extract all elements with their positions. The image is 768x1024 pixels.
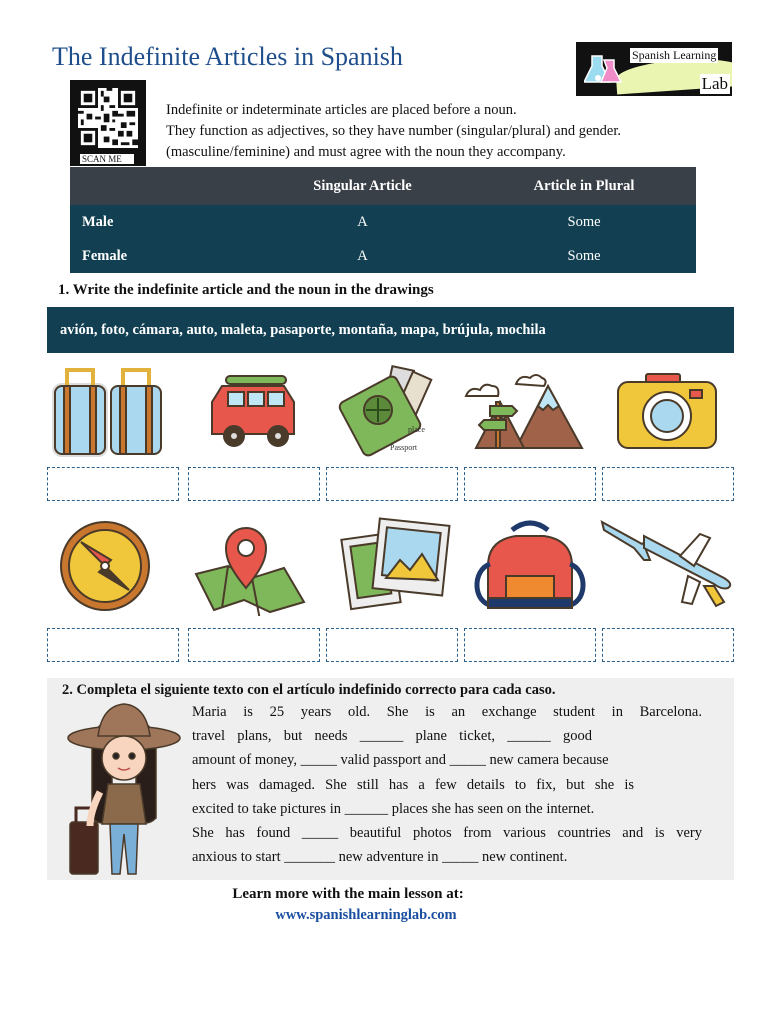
mountains-icon	[462, 362, 598, 462]
page-title: The Indefinite Articles in Spanish	[52, 42, 403, 71]
table-header-row	[70, 167, 696, 205]
intro-text	[166, 100, 694, 163]
story-line: Maria is 25 years old. She is an exchange student in Barcelona.	[192, 704, 702, 720]
story-line: excited to take pictures in ______ places she has seen on the internet.	[192, 800, 595, 817]
exercise1-title: 1. Write the indefinite article and the noun in the drawings	[58, 282, 434, 298]
row-label-male: Male	[70, 205, 253, 239]
footer-text: Learn more with the main lesson at:	[232, 886, 464, 902]
airplanes-icon	[600, 516, 736, 616]
table-header-singular: Singular Article	[253, 167, 472, 205]
cell-plural: Some	[472, 205, 696, 239]
cell-singular: A	[253, 239, 472, 273]
story-line: anxious to start _______ new adventure in _____ new continent.	[192, 849, 568, 866]
intro-line: (masculine/feminine) and must agree with the noun they accompany.	[166, 144, 566, 160]
story-line: amount of money, _____ valid passport and _____ new camera because	[192, 752, 609, 769]
answer-box-7[interactable]	[188, 628, 320, 662]
logo-text-line2: Lab	[701, 74, 728, 93]
camera-icon	[600, 362, 736, 462]
answer-box-1[interactable]	[47, 467, 179, 501]
exercise2-title: 2. Completa el siguiente texto con el artículo indefinido correcto para cada caso.	[62, 682, 556, 698]
car-icon	[188, 362, 324, 462]
compass-icon	[47, 516, 183, 616]
intro-line: Indefinite or indeterminate articles are placed before a noun.	[166, 102, 517, 118]
footer-link[interactable]: www.spanishlearninglab.com	[275, 907, 457, 923]
answer-box-6[interactable]	[47, 628, 179, 662]
cell-singular: A	[253, 205, 472, 239]
map-icon	[188, 516, 324, 616]
passport-place-text: place	[408, 425, 425, 434]
photos-icon	[326, 516, 462, 616]
intro-line: They function as adjectives, so they have number (singular/plural) and gender.	[166, 123, 621, 139]
table-header-plural: Article in Plural	[472, 167, 696, 205]
qr-code-icon	[78, 88, 138, 148]
answer-box-5[interactable]	[602, 467, 734, 501]
table-row	[70, 205, 696, 239]
qr-scan-label: SCAN ME	[80, 154, 134, 164]
flask-icon	[584, 50, 624, 90]
word-bank: avión, foto, cámara, auto, maleta, pasaporte, montaña, mapa, brújula, mochila	[47, 307, 734, 353]
spanish-learning-lab-logo	[576, 42, 732, 96]
table-row	[70, 239, 696, 273]
answer-box-3[interactable]	[326, 467, 458, 501]
qr-code[interactable]	[70, 80, 146, 166]
suitcases-icon	[47, 362, 183, 462]
story-line: travel plans, but needs ______ plane ticket, ______ good	[192, 728, 592, 745]
cell-plural: Some	[472, 239, 696, 273]
indefinite-articles-table	[70, 167, 696, 273]
answer-box-8[interactable]	[326, 628, 458, 662]
logo-text-line1: Spanish Learning	[632, 48, 717, 62]
answer-box-4[interactable]	[464, 467, 596, 501]
passport-label-text: Passport	[390, 443, 418, 452]
exercise2-story	[192, 700, 702, 869]
table-header-empty	[70, 167, 253, 205]
passport-icon	[326, 362, 462, 462]
answer-box-10[interactable]	[602, 628, 734, 662]
backpack-icon	[462, 516, 598, 616]
answer-box-9[interactable]	[464, 628, 596, 662]
row-label-female: Female	[70, 239, 253, 273]
story-line: hers was damaged. She still has a few details to fix, but she is	[192, 776, 634, 793]
story-line: She has found _____ beautiful photos from various countries and is very	[192, 825, 702, 842]
answer-box-2[interactable]	[188, 467, 320, 501]
traveler-girl-illustration	[62, 700, 182, 880]
